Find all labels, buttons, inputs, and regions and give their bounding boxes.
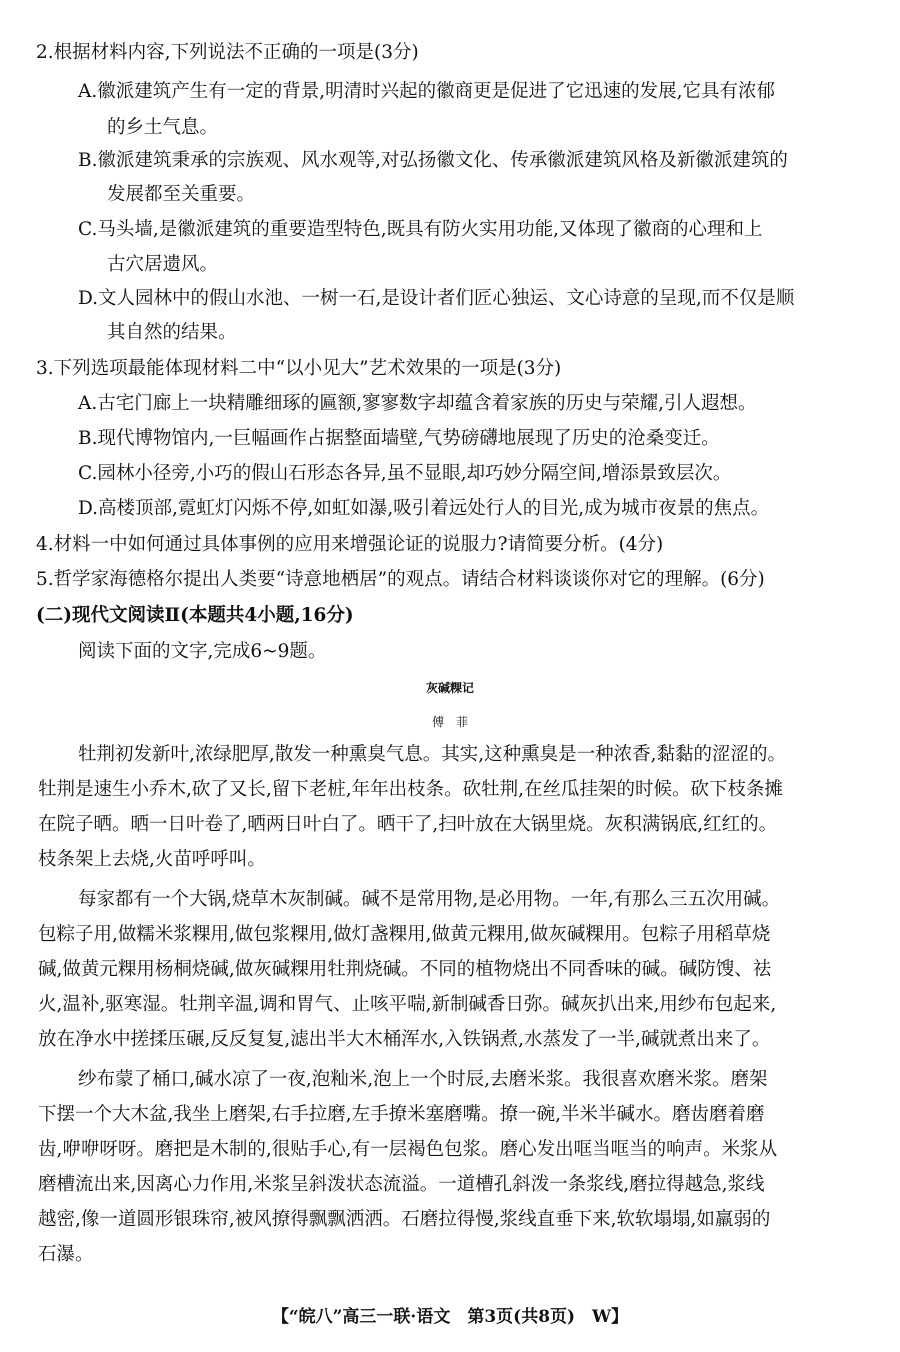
question-2-option-d: D.文人园林中的假山水池、一树一石,是设计者们匠心独运、文心诗意的呈现,而不仅是顺 <box>78 288 795 309</box>
question-2-option-a-cont: 的乡土气息。 <box>107 117 219 138</box>
paragraph-3-line: 下摆一个大木盆,我坐上磨架,右手拉磨,左手撩米塞磨嘴。撩一碗,半米半碱水。磨齿磨着磨 <box>38 1104 765 1125</box>
paragraph-1-line: 在院子晒。晒一日叶卷了,晒两日叶白了。晒干了,扫叶放在大锅里烧。灰积满锅底,红红的。 <box>38 814 778 835</box>
question-2-stem: 2.根据材料内容,下列说法不正确的一项是(3分) <box>36 42 419 63</box>
question-3-option-b: B.现代博物馆内,一巨幅画作占据整面墙壁,气势磅礴地展现了历史的沧桑变迁。 <box>78 428 720 449</box>
paragraph-1-line: 枝条架上去烧,火苗呼呼叫。 <box>38 849 266 870</box>
paragraph-2-line: 包粽子用,做糯米浆粿用,做包浆粿用,做灯盏粿用,做黄元粿用,做灰碱粿用。包粽子用稻草烧 <box>38 924 771 945</box>
paragraph-3-line: 磨槽流出来,因离心力作用,米浆呈斜泼状态流溢。一道槽孔斜泼一条浆线,磨拉得越急,浆线 <box>38 1174 765 1195</box>
paragraph-2-line: 每家都有一个大锅,烧草木灰制碱。碱不是常用物,是必用物。一年,有那么三五次用碱。 <box>78 889 781 910</box>
section-heading: (二)现代文阅读Ⅱ(本题共4小题,16分) <box>36 605 354 626</box>
question-2-option-b-cont: 发展都至关重要。 <box>107 184 256 205</box>
reading-instruction: 阅读下面的文字,完成6~9题。 <box>78 641 327 662</box>
question-5: 5.哲学家海德格尔提出人类要“诗意地栖居”的观点。请结合材料谈谈你对它的理解。(6分) <box>36 569 765 590</box>
article-author: 傅 菲 <box>431 715 468 729</box>
question-2-option-b: B.徽派建筑秉承的宗族观、风水观等,对弘扬徽文化、传承徽派建筑风格及新徽派建筑的 <box>78 150 788 171</box>
question-4: 4.材料一中如何通过具体事例的应用来增强论证的说服力?请简要分析。(4分) <box>36 534 664 555</box>
article-title: 灰碱粿记 <box>425 681 474 695</box>
paragraph-3-line: 纱布蒙了桶口,碱水凉了一夜,泡籼米,泡上一个时辰,去磨米浆。我很喜欢磨米浆。磨架 <box>78 1069 768 1090</box>
paragraph-1-line: 牡荆初发新叶,浓绿肥厚,散发一种熏臭气息。其实,这种熏臭是一种浓香,黏黏的涩涩的。 <box>78 744 787 765</box>
question-2-option-a: A.徽派建筑产生有一定的背景,明清时兴起的徽商更是促进了它迅速的发展,它具有浓郁 <box>78 81 776 102</box>
question-2-option-c: C.马头墙,是徽派建筑的重要造型特色,既具有防火实用功能,又体现了徽商的心理和上 <box>78 219 763 240</box>
paragraph-1-line: 牡荆是速生小乔木,砍了又长,留下老桩,年年出枝条。砍牡荆,在丝瓜挂架的时候。砍下枝条摊 <box>38 779 784 800</box>
question-3-option-a: A.古宅门廊上一块精雕细琢的匾额,寥寥数字却蕴含着家族的历史与荣耀,引人遐想。 <box>78 393 757 414</box>
question-3-option-d: D.高楼顶部,霓虹灯闪烁不停,如虹如瀑,吸引着远处行人的目光,成为城市夜景的焦点。 <box>78 498 770 519</box>
paragraph-2-line: 放在净水中搓揉压碾,反反复复,滤出半大木桶浑水,入铁锅煮,水蒸发了一半,碱就煮出来了。 <box>38 1029 771 1050</box>
question-2-option-d-cont: 其自然的结果。 <box>107 322 237 343</box>
paragraph-3-line: 齿,咿咿呀呀。磨把是木制的,很贴手心,有一层褐色包浆。磨心发出哐当哐当的响声。米浆从 <box>38 1139 778 1160</box>
page-footer: 【“皖八”高三一联·语文 第3页(共8页) W】 <box>271 1307 629 1327</box>
paragraph-3-line: 越密,像一道圆形银珠帘,被风撩得飘飘洒洒。石磨拉得慢,浆线直垂下来,软软塌塌,如羸弱的 <box>38 1209 771 1230</box>
paragraph-3-line: 石瀑。 <box>38 1244 94 1265</box>
paragraph-2-line: 火,温补,驱寒湿。牡荆辛温,调和胃气、止咳平喘,新制碱香日弥。碱灰扒出来,用纱布包起来, <box>38 994 777 1015</box>
question-2-option-c-cont: 古穴居遗风。 <box>107 254 219 275</box>
paragraph-2-line: 碱,做黄元粿用杨桐烧碱,做灰碱粿用牡荆烧碱。不同的植物烧出不同香味的碱。碱防馊、祛 <box>38 959 772 980</box>
question-3-option-c: C.园林小径旁,小巧的假山石形态各异,虽不显眼,却巧妙分隔空间,增添景致层次。 <box>78 463 732 484</box>
question-3-stem: 3.下列选项最能体现材料二中“以小见大”艺术效果的一项是(3分) <box>36 358 562 379</box>
